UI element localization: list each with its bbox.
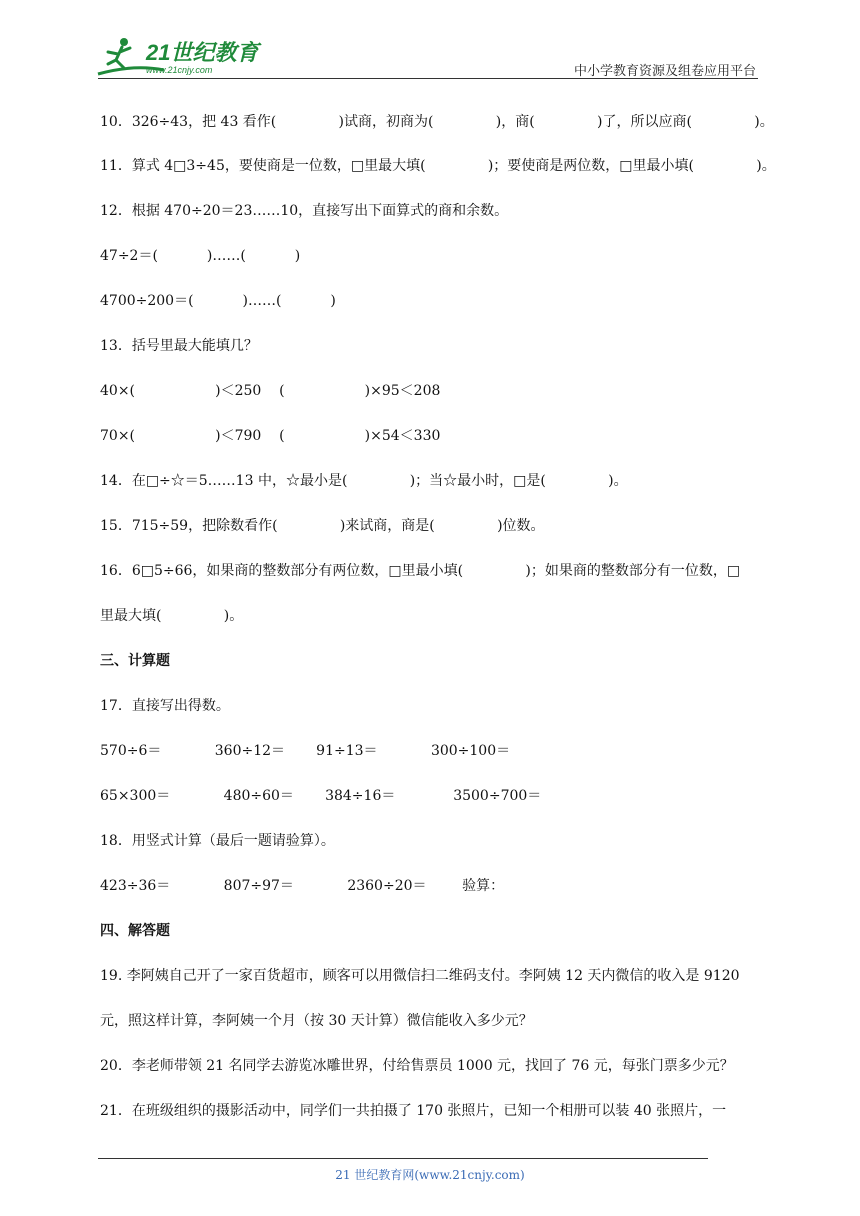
logo-main-text: 21世纪教育 — [146, 40, 259, 65]
question-16: 16．6□5÷66，如果商的整数部分有两位数，□里最小填( )；如果商的整数部分有一位数，□ — [100, 563, 741, 579]
question-20: 20．李老师带领 21 名同学去游览冰雕世界，付给售票员 1000 元，找回了 76 元，每张门票多少元？ — [100, 1058, 734, 1074]
question-21: 21．在班级组织的摄影活动中，同学们一共拍摄了 170 张照片，已知一个相册可以装 40 张照片，一 — [100, 1103, 727, 1119]
question-10: 10．326÷43，把 43 看作( )试商，初商为( )，商( )了，所以应商( )。 — [100, 114, 774, 130]
question-16-cont: 里最大填( )。 — [100, 608, 244, 624]
question-12-a: 47÷2＝( )……( ) — [100, 248, 301, 264]
page-header — [0, 0, 860, 82]
question-17-row-1: 570÷6＝ 360÷12＝ 91÷13＝ 300÷100＝ — [100, 743, 511, 759]
question-12-b: 4700÷200＝( )……( ) — [100, 293, 336, 309]
logo-sub-text: www.21cnjy.com — [146, 65, 213, 75]
question-13-a: 40×( )＜250 ( )×95＜208 — [100, 383, 441, 399]
footer-divider — [98, 1158, 708, 1159]
header-divider — [98, 78, 758, 79]
question-11: 11．算式 4□3÷45，要使商是一位数，□里最大填( )；要使商是两位数，□里最小填( )。 — [100, 158, 776, 174]
section-heading-calc: 三、计算题 — [100, 653, 170, 669]
question-15: 15．715÷59，把除数看作( )来试商，商是( )位数。 — [100, 518, 545, 534]
question-14: 14．在□÷☆＝5……13 中，☆最小是( )；当☆最小时，□是( )。 — [100, 473, 628, 489]
platform-title: 中小学教育资源及组卷应用平台 — [573, 64, 756, 79]
question-12: 12．根据 470÷20＝23……10，直接写出下面算式的商和余数。 — [100, 203, 509, 219]
question-19-cont: 元，照这样计算，李阿姨一个月（按 30 天计算）微信能收入多少元？ — [100, 1013, 533, 1029]
question-13-b: 70×( )＜790 ( )×54＜330 — [100, 428, 441, 444]
footer-text: 21 世纪教育网(www.21cnjy.com) — [335, 1168, 525, 1182]
question-18-row: 423÷36＝ 807÷97＝ 2360÷20＝ 验算： — [100, 878, 505, 894]
question-17-row-2: 65×300＝ 480÷60＝ 384÷16＝ 3500÷700＝ — [100, 788, 542, 804]
logo-21cnjy — [94, 34, 264, 78]
section-heading-solve: 四、解答题 — [100, 923, 170, 939]
question-19: 19. 李阿姨自己开了一家百货超市，顾客可以用微信扫二维码支付。李阿姨 12 天内微信的收入是 9120 — [100, 968, 740, 984]
question-13: 13．括号里最大能填几？ — [100, 338, 258, 354]
question-17: 17．直接写出得数。 — [100, 698, 230, 714]
question-18: 18．用竖式计算（最后一题请验算）。 — [100, 833, 335, 849]
